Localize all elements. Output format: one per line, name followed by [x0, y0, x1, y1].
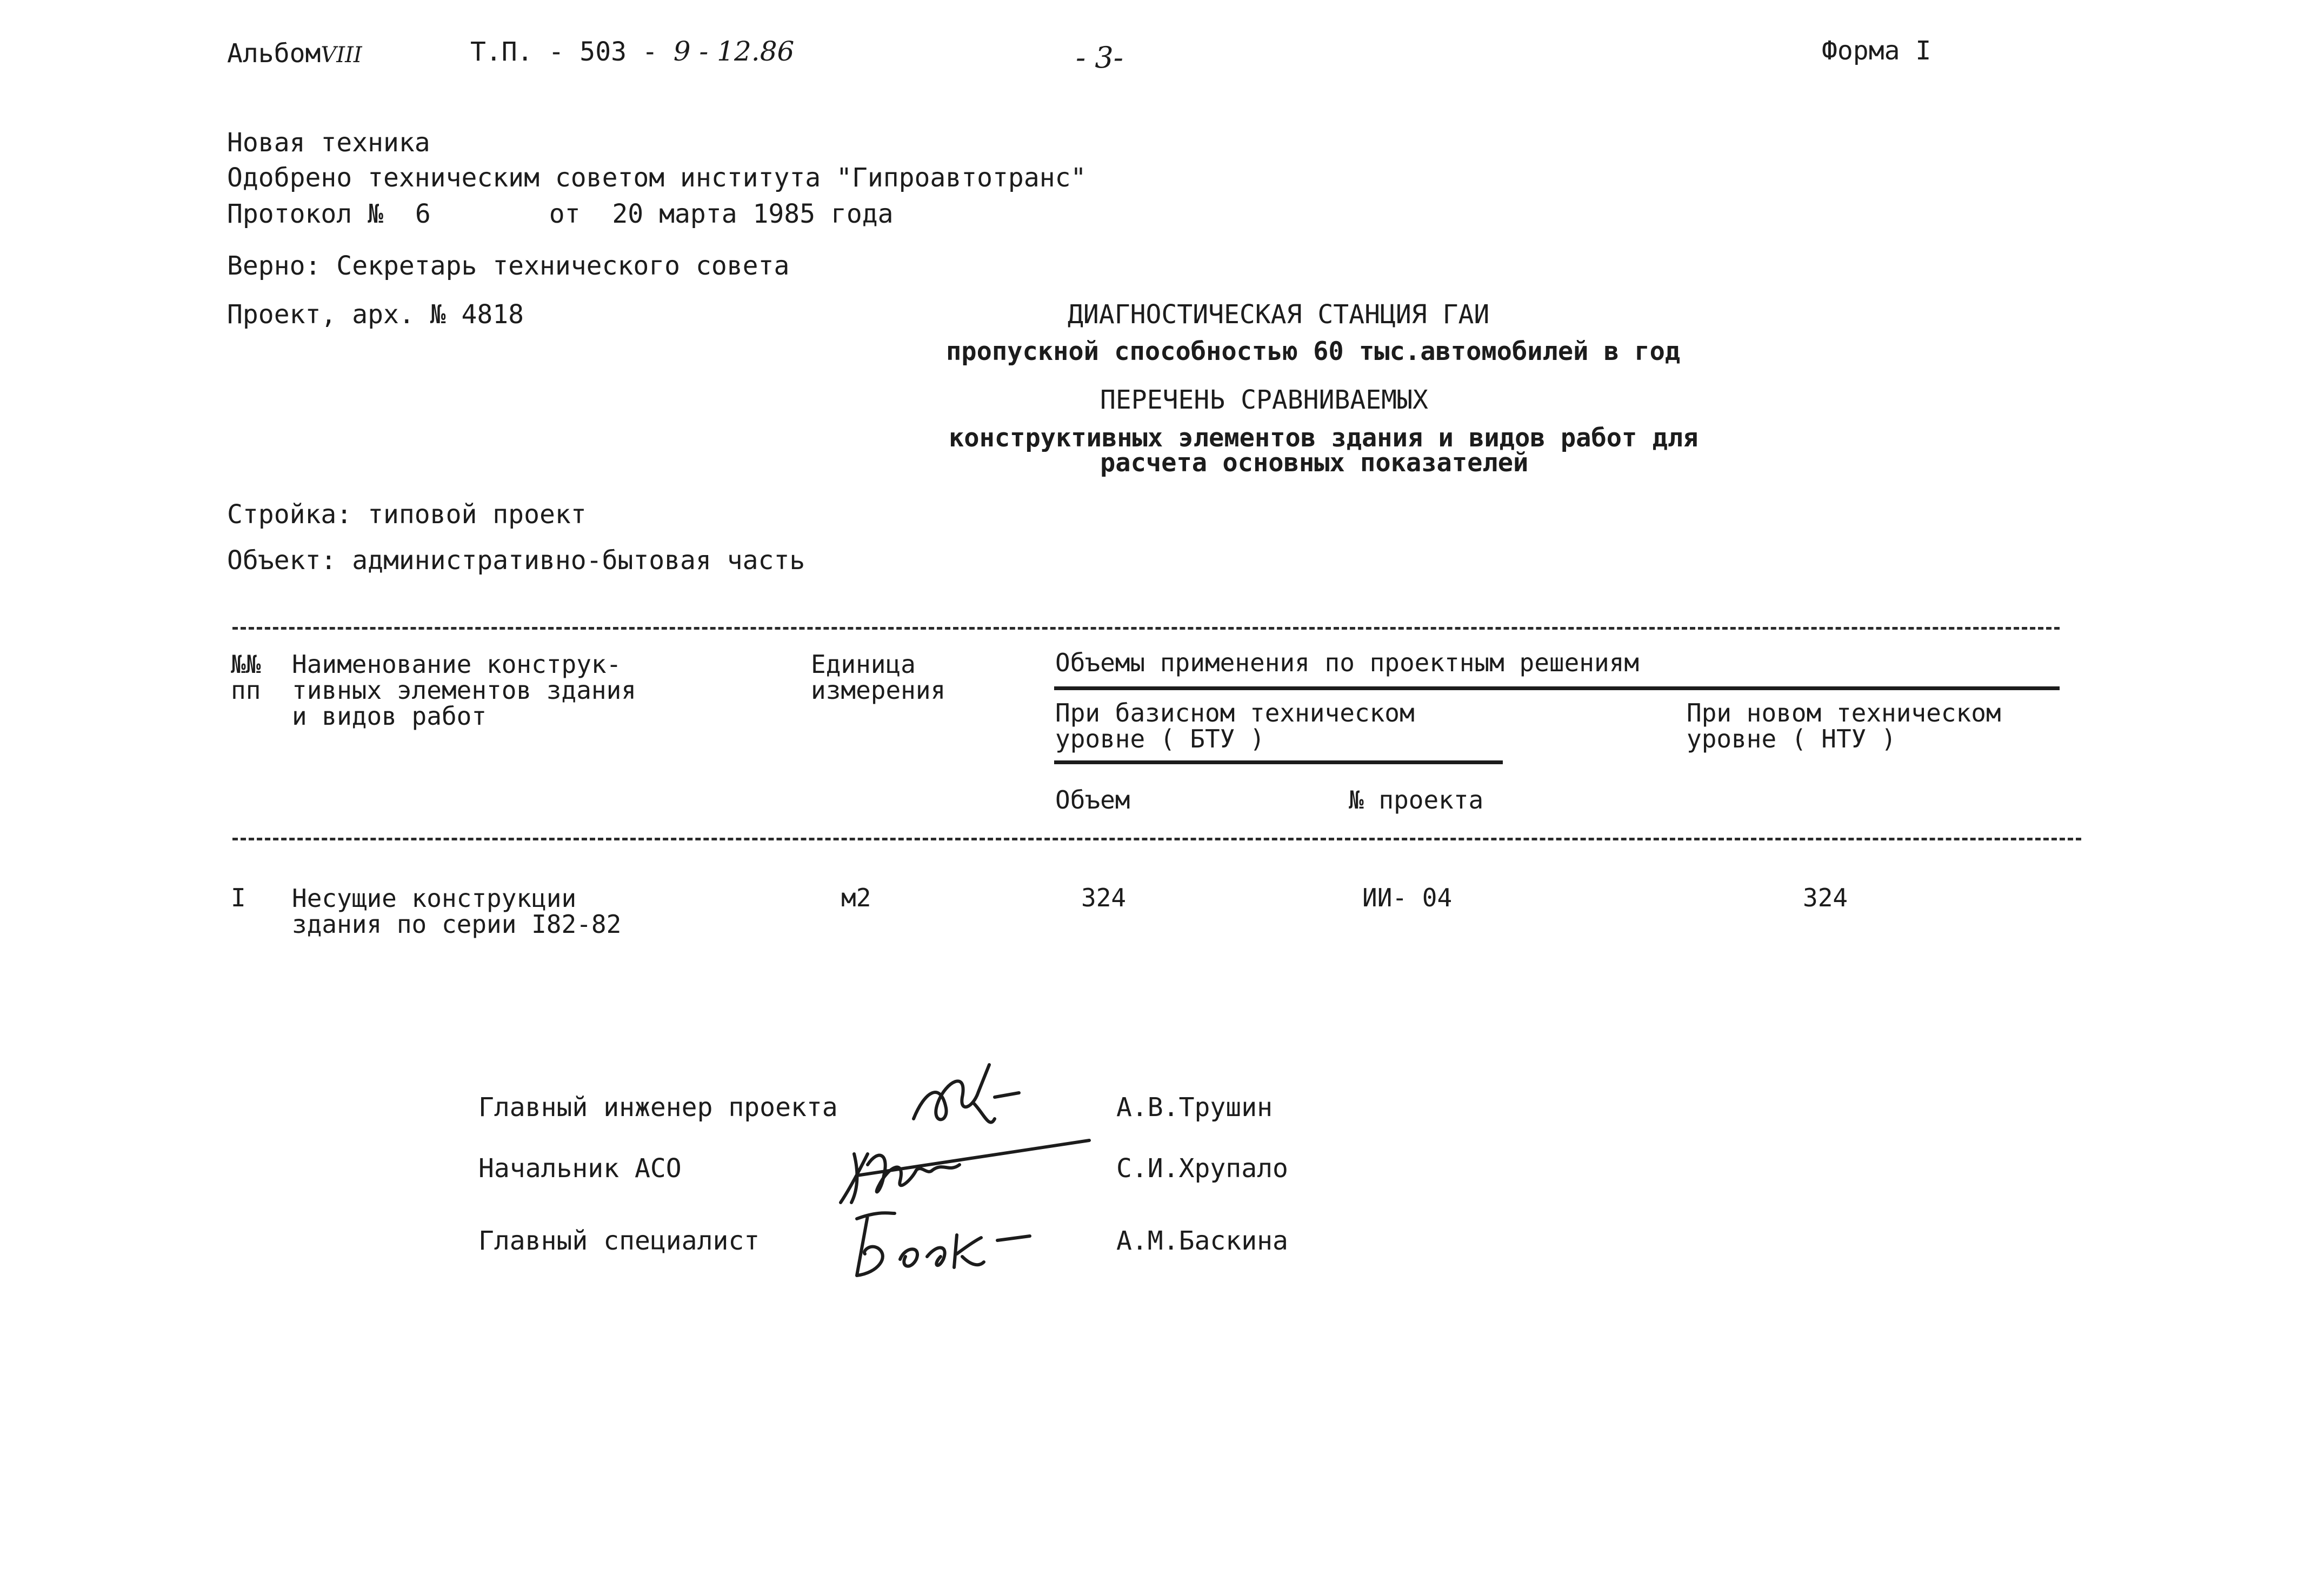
row-btu-volume: 324: [1081, 883, 1127, 912]
col-unit-header-1: Единица: [811, 650, 916, 679]
signature-name-2: С.И.Хрупало: [1116, 1153, 1288, 1184]
album-label-text: Альбом: [227, 38, 321, 69]
group-header-rule: [1054, 686, 2060, 690]
album-number: VIII: [321, 43, 362, 68]
signature-role-2: Начальник АСО: [478, 1153, 682, 1184]
title-line-3: ПЕРЕЧЕНЬ СРАВНИВАЕМЫХ: [1100, 385, 1428, 415]
row-name: [292, 885, 621, 937]
construction-line: Стройка: типовой проект: [227, 499, 587, 530]
ntu-header: [1687, 700, 2001, 752]
protocol-line: [227, 201, 894, 227]
col-unit-header-2: измерения: [811, 676, 946, 705]
series-prefix: Т.П. - 503 -: [470, 37, 658, 67]
approval-line-2: Одобрено техническим советом института "Гипроавтотранс": [227, 163, 1087, 193]
signature-role-3: Главный специалист: [478, 1226, 760, 1256]
protocol-label: Протокол №: [227, 199, 383, 229]
col-num-header-1: №№: [231, 650, 261, 679]
col-name-header-3: и видов работ: [292, 702, 487, 731]
approval-line-1: Новая техника: [227, 128, 430, 158]
btu-header-2: уровне ( БТУ ): [1055, 724, 1265, 753]
title-line-1: ДИАГНОСТИЧЕСКАЯ СТАНЦИЯ ГАИ: [1068, 299, 1490, 330]
btu-rule: [1054, 760, 1503, 764]
signature-mark-3: [846, 1203, 1041, 1284]
table-top-rule: [232, 627, 2060, 630]
object-line: Объект: административно-бытовая часть: [227, 545, 805, 576]
btu-header: [1055, 700, 1415, 752]
series-handwritten: 9 - 12.86: [673, 36, 795, 67]
form-label: Форма I: [1822, 36, 1931, 66]
ntu-header-1: При новом техническом: [1687, 698, 2001, 727]
row-num: I: [231, 883, 246, 912]
group-header: Объемы применения по проектным решениям: [1055, 648, 1640, 677]
col-name-header-2: тивных элементов здания: [292, 676, 636, 705]
row-name-1: Несущие конструкции: [292, 884, 577, 913]
col-unit-header: [811, 651, 945, 703]
project-no-header: № проекта: [1349, 785, 1484, 814]
protocol-from: от: [549, 199, 581, 229]
row-btu-project: ИИ- 04: [1362, 883, 1453, 912]
album-label: [227, 38, 362, 69]
project-archive: Проект, арх. № 4818: [227, 299, 524, 330]
verified-line: Верно: Секретарь технического совета: [227, 251, 790, 281]
col-num-header-2: пп: [231, 676, 261, 705]
signature-name-3: А.М.Баскина: [1116, 1226, 1288, 1256]
series-code: [470, 38, 794, 65]
signature-name-1: А.В.Трушин: [1116, 1092, 1273, 1123]
row-unit: м2: [841, 883, 871, 912]
btu-header-1: При базисном техническом: [1055, 698, 1415, 727]
title-line-4: конструктивных элементов здания и видов работ для: [949, 423, 1698, 453]
protocol-date: 20 марта 1985 года: [612, 199, 894, 229]
ntu-header-2: уровне ( НТУ ): [1687, 724, 1896, 753]
protocol-number: 6: [415, 199, 431, 229]
title-line-2: пропускной способностью 60 тыс.автомобилей в год: [946, 337, 1681, 366]
col-name-header: [292, 651, 636, 729]
signature-mark-2: [835, 1132, 1095, 1213]
title-line-5: расчета основных показателей: [1100, 448, 1529, 478]
page-number: - 3-: [1076, 41, 1124, 75]
col-num-header: [231, 651, 261, 703]
row-name-2: здания по серии I82-82: [292, 910, 622, 939]
table-header-bottom-rule: [232, 838, 2081, 840]
signature-role-1: Главный инженер проекта: [478, 1092, 838, 1123]
volume-header: Объем: [1055, 785, 1130, 814]
col-name-header-1: Наименование конструк-: [292, 650, 622, 679]
row-ntu-volume: 324: [1803, 883, 1848, 912]
